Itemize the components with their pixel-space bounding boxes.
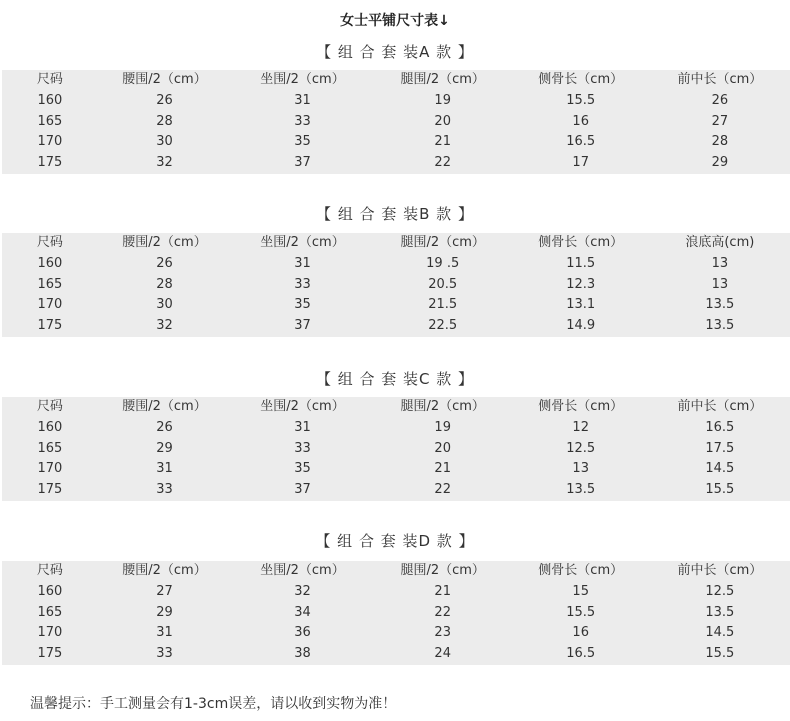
table-cell: 29 bbox=[156, 440, 173, 456]
table-cell: 38 bbox=[294, 646, 311, 661]
table-cell: 15.5 bbox=[566, 604, 596, 620]
table-header-row bbox=[2, 233, 790, 254]
header-cell: 坐围/2（cm） bbox=[260, 399, 345, 414]
table-cell: 26 bbox=[156, 255, 173, 271]
header-cell: 前中长（cm） bbox=[677, 72, 763, 87]
table-row bbox=[2, 91, 790, 112]
table-cell: 14.5 bbox=[705, 625, 735, 641]
section-heading-d: 【 组 合 套 装D 款 】 bbox=[315, 532, 475, 550]
table-cell: 26 bbox=[156, 419, 173, 435]
table-cell: 15.5 bbox=[705, 646, 735, 661]
table-cell: 12.5 bbox=[705, 583, 735, 599]
table-row bbox=[2, 418, 790, 439]
section-heading-a: 【 组 合 套 装A 款 】 bbox=[316, 43, 474, 61]
table-cell: 35 bbox=[294, 134, 311, 150]
table-row bbox=[2, 295, 790, 316]
header-cell: 腿围/2（cm） bbox=[400, 399, 485, 414]
table-cell: 15.5 bbox=[705, 482, 735, 497]
table-cell: 14.9 bbox=[566, 318, 596, 333]
size-table-a bbox=[2, 70, 790, 174]
header-cell: 浪底高(cm) bbox=[685, 235, 755, 250]
table-cell: 170 bbox=[37, 297, 63, 313]
table-cell: 170 bbox=[37, 134, 63, 150]
table-cell: 160 bbox=[37, 583, 63, 599]
table-cell: 16 bbox=[572, 625, 589, 641]
table-cell: 175 bbox=[37, 482, 63, 497]
header-cell: 腰围/2（cm） bbox=[122, 563, 207, 578]
table-cell: 165 bbox=[37, 113, 63, 129]
table-cell: 31 bbox=[294, 419, 311, 435]
table-cell: 19 .5 bbox=[426, 255, 460, 271]
table-cell: 31 bbox=[156, 625, 173, 641]
table-cell: 175 bbox=[37, 155, 63, 170]
table-cell: 34 bbox=[294, 604, 311, 620]
table-cell: 19 bbox=[434, 419, 451, 435]
table-cell: 33 bbox=[294, 440, 311, 456]
table-cell: 160 bbox=[37, 255, 63, 271]
table-row bbox=[2, 480, 790, 501]
table-cell: 33 bbox=[294, 276, 311, 292]
table-cell: 16 bbox=[572, 113, 589, 129]
header-cell: 前中长（cm） bbox=[677, 563, 763, 578]
table-row bbox=[2, 603, 790, 624]
table-cell: 24 bbox=[434, 646, 451, 661]
header-cell: 腿围/2（cm） bbox=[400, 72, 485, 87]
table-cell: 26 bbox=[711, 92, 729, 108]
table-cell: 35 bbox=[294, 461, 311, 477]
footer-note: 温馨提示：手工测量会有1-3cm误差，请以收到实物为准！ bbox=[30, 696, 397, 712]
table-cell: 175 bbox=[37, 646, 63, 661]
table-row bbox=[2, 153, 790, 174]
header-cell: 腿围/2（cm） bbox=[400, 563, 485, 578]
section-heading-b: 【 组 合 套 装B 款 】 bbox=[316, 205, 474, 223]
table-row bbox=[2, 623, 790, 644]
table-row bbox=[2, 316, 790, 337]
size-table-d bbox=[2, 561, 790, 665]
table-cell: 165 bbox=[37, 604, 63, 620]
header-cell: 侧骨长（cm） bbox=[538, 399, 624, 414]
table-cell: 22 bbox=[434, 482, 451, 497]
table-cell: 32 bbox=[294, 583, 311, 599]
table-cell: 17.5 bbox=[705, 440, 735, 456]
size-table-c bbox=[2, 397, 790, 501]
table-cell: 30 bbox=[156, 134, 173, 150]
table-cell: 165 bbox=[37, 440, 63, 456]
table-cell: 16.5 bbox=[705, 419, 735, 435]
table-cell: 27 bbox=[711, 113, 729, 129]
table-row bbox=[2, 644, 790, 665]
table-cell: 33 bbox=[294, 113, 311, 129]
table-header-row bbox=[2, 561, 790, 582]
table-cell: 160 bbox=[37, 419, 63, 435]
table-cell: 13 bbox=[711, 276, 729, 292]
table-cell: 21 bbox=[434, 134, 451, 150]
header-cell: 腿围/2（cm） bbox=[400, 235, 485, 250]
table-cell: 13.5 bbox=[705, 297, 735, 313]
header-cell: 腰围/2（cm） bbox=[122, 399, 207, 414]
table-cell: 22 bbox=[434, 604, 451, 620]
table-cell: 15.5 bbox=[566, 92, 596, 108]
table-cell: 31 bbox=[294, 92, 311, 108]
table-cell: 20.5 bbox=[428, 276, 458, 292]
table-cell: 170 bbox=[37, 461, 63, 477]
header-cell: 尺码 bbox=[36, 399, 63, 414]
header-cell: 坐围/2（cm） bbox=[260, 235, 345, 250]
table-cell: 31 bbox=[294, 255, 311, 271]
table-header-row bbox=[2, 70, 790, 91]
table-cell: 36 bbox=[294, 625, 311, 641]
table-cell: 13 bbox=[572, 461, 589, 477]
header-cell: 侧骨长（cm） bbox=[538, 235, 624, 250]
table-cell: 15 bbox=[572, 583, 589, 599]
table-cell: 13.1 bbox=[566, 297, 596, 313]
table-cell: 28 bbox=[156, 276, 173, 292]
table-header-row bbox=[2, 397, 790, 418]
table-cell: 16.5 bbox=[566, 646, 596, 661]
header-cell: 腰围/2（cm） bbox=[122, 235, 207, 250]
table-cell: 29 bbox=[156, 604, 173, 620]
table-cell: 37 bbox=[294, 318, 311, 333]
table-cell: 12.5 bbox=[566, 440, 596, 456]
header-cell: 尺码 bbox=[36, 72, 63, 87]
table-cell: 33 bbox=[156, 482, 173, 497]
table-cell: 19 bbox=[434, 92, 451, 108]
table-cell: 12 bbox=[572, 419, 589, 435]
table-cell: 13.5 bbox=[705, 604, 735, 620]
table-cell: 35 bbox=[294, 297, 311, 313]
table-cell: 29 bbox=[711, 155, 729, 170]
table-cell: 22 bbox=[434, 155, 451, 170]
table-row bbox=[2, 582, 790, 603]
table-cell: 16.5 bbox=[566, 134, 596, 150]
table-cell: 26 bbox=[156, 92, 173, 108]
table-cell: 28 bbox=[711, 134, 729, 150]
table-cell: 175 bbox=[37, 318, 63, 333]
header-cell: 坐围/2（cm） bbox=[260, 563, 345, 578]
header-cell: 侧骨长（cm） bbox=[538, 563, 624, 578]
table-row bbox=[2, 254, 790, 275]
table-row bbox=[2, 459, 790, 480]
header-cell: 前中长（cm） bbox=[677, 399, 763, 414]
page-title: 女士平铺尺寸表↓ bbox=[340, 13, 450, 29]
table-cell: 14.5 bbox=[705, 461, 735, 477]
table-cell: 12.3 bbox=[566, 276, 596, 292]
table-cell: 27 bbox=[156, 583, 173, 599]
table-cell: 30 bbox=[156, 297, 173, 313]
size-table-b bbox=[2, 233, 790, 337]
table-cell: 13.5 bbox=[566, 482, 596, 497]
table-cell: 37 bbox=[294, 155, 311, 170]
table-cell: 28 bbox=[156, 113, 173, 129]
table-row bbox=[2, 439, 790, 460]
table-cell: 21.5 bbox=[428, 297, 458, 313]
table-row bbox=[2, 275, 790, 296]
header-cell: 坐围/2（cm） bbox=[260, 72, 345, 87]
table-cell: 170 bbox=[37, 625, 63, 641]
table-cell: 21 bbox=[434, 583, 451, 599]
table-row bbox=[2, 132, 790, 153]
header-cell: 侧骨长（cm） bbox=[538, 72, 624, 87]
table-cell: 20 bbox=[434, 440, 451, 456]
table-cell: 21 bbox=[434, 461, 451, 477]
table-cell: 33 bbox=[156, 646, 173, 661]
header-cell: 尺码 bbox=[36, 563, 63, 578]
table-cell: 11.5 bbox=[566, 255, 596, 271]
table-cell: 20 bbox=[434, 113, 451, 129]
header-cell: 腰围/2（cm） bbox=[122, 72, 207, 87]
table-cell: 13 bbox=[711, 255, 729, 271]
table-cell: 32 bbox=[156, 155, 173, 170]
table-cell: 23 bbox=[434, 625, 451, 641]
table-cell: 13.5 bbox=[705, 318, 735, 333]
header-cell: 尺码 bbox=[36, 235, 63, 250]
section-heading-c: 【 组 合 套 装C 款 】 bbox=[315, 370, 475, 388]
table-cell: 22.5 bbox=[428, 318, 458, 333]
table-cell: 32 bbox=[156, 318, 173, 333]
table-cell: 37 bbox=[294, 482, 311, 497]
table-cell: 160 bbox=[37, 92, 63, 108]
table-cell: 17 bbox=[572, 155, 589, 170]
table-row bbox=[2, 112, 790, 133]
table-cell: 165 bbox=[37, 276, 63, 292]
table-cell: 31 bbox=[156, 461, 173, 477]
